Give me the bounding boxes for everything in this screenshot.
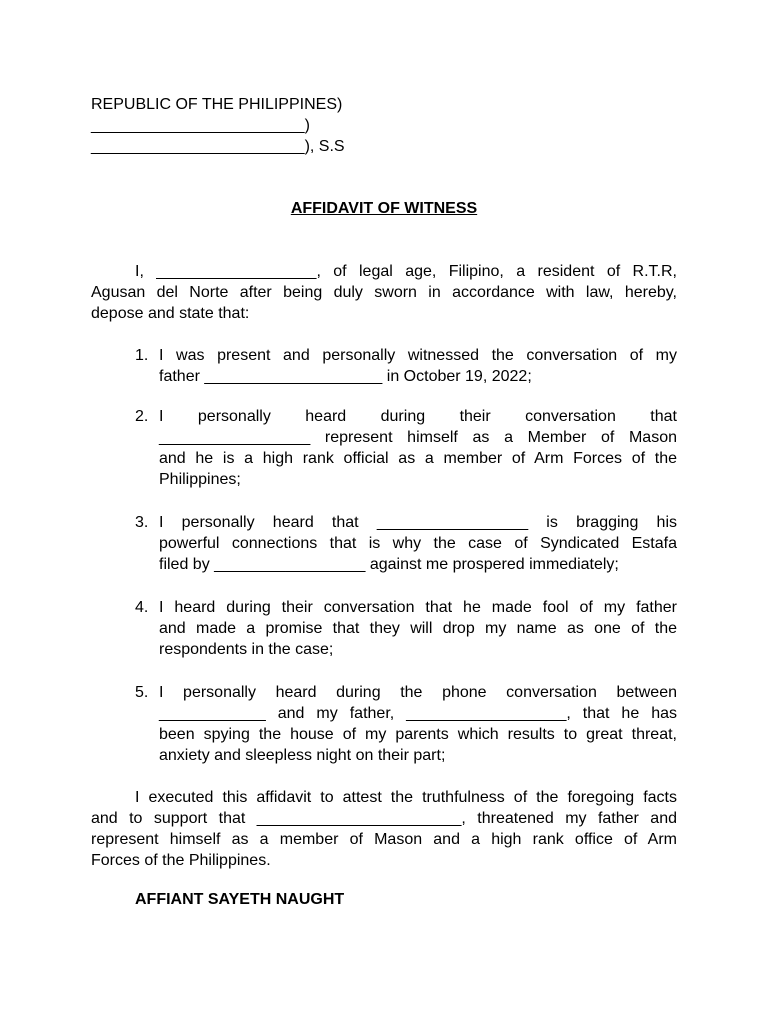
- item-text-line: I personally heard during their conversation that: [159, 408, 677, 425]
- item-text-line: powerful connections that is why the case of Syndicated Estafa: [159, 535, 677, 552]
- conclusion-line: represent himself as a member of Mason and a high rank office of Arm: [91, 831, 677, 848]
- intro-line: depose and state that:: [91, 305, 250, 322]
- item-text-line: Philippines;: [159, 471, 241, 488]
- item-text-line: filed by _________________ against me prospered immediately;: [159, 556, 619, 573]
- item-text-line: respondents in the case;: [159, 641, 334, 658]
- intro-line: Agusan del Norte after being duly sworn in accordance with law, hereby,: [91, 284, 677, 301]
- item-text-line: anxiety and sleepless night on their part;: [159, 747, 446, 764]
- header-ss-line: ________________________), S.S: [91, 138, 345, 155]
- item-text-line: _________________ represent himself as a Member of Mason: [159, 429, 677, 446]
- item-text-line: I personally heard during the phone conversation between: [159, 684, 677, 701]
- item-number: 3.: [135, 514, 149, 531]
- item-number: 5.: [135, 684, 149, 701]
- header-blank-line: ________________________): [91, 117, 310, 134]
- conclusion-line: Forces of the Philippines.: [91, 852, 271, 869]
- item-text-line: and made a promise that they will drop my name as one of the: [159, 620, 677, 637]
- conclusion-line: and to support that _______________________, threatened my father and: [91, 810, 677, 827]
- item-number: 4.: [135, 599, 149, 616]
- item-text-line: I was present and personally witnessed the conversation of my: [159, 347, 677, 364]
- closing-statement: AFFIANT SAYETH NAUGHT: [135, 891, 345, 908]
- item-text-line: and he is a high rank official as a member of Arm Forces of the: [159, 450, 677, 467]
- intro-line: I, __________________, of legal age, Filipino, a resident of R.T.R,: [135, 263, 677, 280]
- item-text-line: ____________ and my father, __________________, that he has: [159, 705, 677, 722]
- item-text-line: father ____________________ in October 19, 2022;: [159, 368, 532, 385]
- document-title: AFFIDAVIT OF WITNESS: [290, 200, 478, 217]
- conclusion-line: I executed this affidavit to attest the truthfulness of the foregoing facts: [135, 789, 677, 806]
- item-text-line: been spying the house of my parents which results to great threat,: [159, 726, 677, 743]
- item-number: 2.: [135, 408, 149, 425]
- header-republic: REPUBLIC OF THE PHILIPPINES): [91, 96, 343, 113]
- item-text-line: I personally heard that _________________ is bragging his: [159, 514, 677, 531]
- item-text-line: I heard during their conversation that he made fool of my father: [159, 599, 677, 616]
- item-number: 1.: [135, 347, 149, 364]
